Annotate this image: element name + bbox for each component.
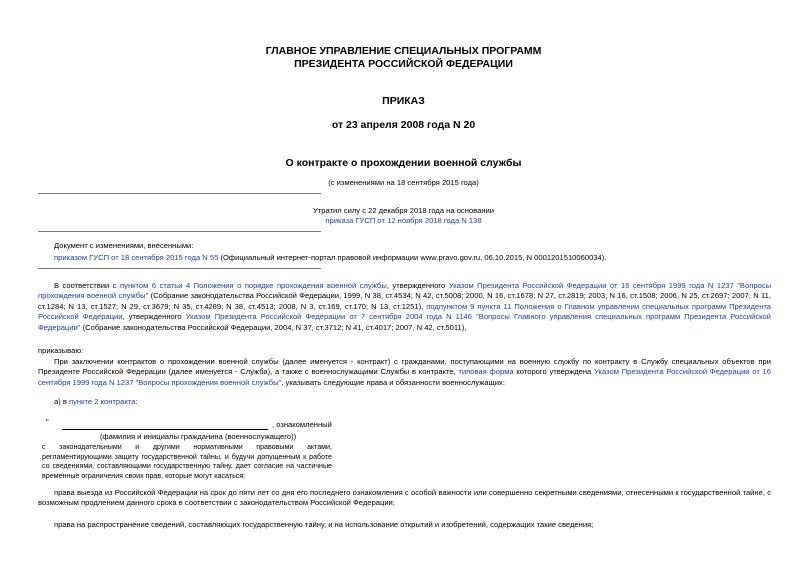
changes-source: (Официальный интернет-портал правовой информации www.pravo.gov.ru, 06.10.2015, N 0001201510060034).: [218, 253, 607, 262]
preamble-paragraph: [38, 281, 771, 333]
form-caption: (фамилия и инициалы гражданина (военнослужащего)): [99, 432, 297, 441]
doc-date: от 23 апреля 2008 года N 20: [331, 119, 476, 131]
changes-label: Документ с изменениями, внесенными:: [54, 241, 194, 250]
contract-clause-link[interactable]: пункте 2 контракта: [69, 397, 136, 406]
name-fill-line: [62, 429, 268, 430]
preamble-text: (Собрание законодательства Российской Федерации, 1999, N 38, ст.4534; N 42, ст.5008; 2000, N 16, ст.1678; N 27, ст.2819; 2003, N 16, ст.1508; 2006, N 25, ст.2697; 2007, N 11, ст.1284; N 13, ст.1527; N 29, ст.3679; N 35, ст.4289; N 38, ст.4513; 2008, N 3, ст.169, ст.170; N 13, ст.1251),: [38, 291, 771, 311]
preamble-text: , утвержденного: [386, 281, 449, 290]
form-acquainted: , ознакомленный: [272, 420, 332, 429]
provision-link[interactable]: пунктом 6 статьи 4 Положения о порядке прохождения военной службы: [120, 281, 387, 290]
repeal-order-link[interactable]: приказа ГУСП от 12 ноября 2018 года N 138: [325, 216, 482, 225]
status-link[interactable]: [0, 216, 807, 226]
item-a-suffix: :: [135, 397, 138, 406]
regulation-link[interactable]: подпунктом 9 пункта 11 Положения о Главном управлении специальных программ Президента Российской Федерации: [38, 301, 771, 322]
main-text: При заключении контрактов о прохождении военной службы (далее именуется - контракт) с гражданами, поступающими на военную службу по контракту в Службу специальных объектов при Президенте Российской Федерации (далее именуется - Служба), а также с военнослужащими Службы в контракте,: [38, 357, 771, 377]
right-item-1: права выезда из Российской Федерации на срок до пяти лет со дня его последнего ознакомления с особой важности или совершенно секретными сведениями, отнесенными к государственной тайне, с возможным продлением данного срока в соответствии с законодательством Российской Федерации;: [38, 488, 771, 508]
decree-1237-link[interactable]: Указом Президента Российской Федерации от 16 сентября 1999 года N 1237 "Вопросы прохождения военной службы": [38, 281, 772, 301]
org-name-line1: ГЛАВНОЕ УПРАВЛЕНИЕ СПЕЦИАЛЬНЫХ ПРОГРАММ: [265, 45, 542, 57]
order-word: приказываю:: [38, 346, 84, 355]
item-a: [54, 397, 137, 407]
doc-title: О контракте о прохождении военной службы: [285, 157, 522, 169]
form-body: с законодательными и другими нормативными правовыми актами, регламентирующими защиту государственной тайны, и будучи допущенным к работе со сведениями, составляющими государственную тайну, дает согласие на частичные временные ограничения своих прав, которые могут касаться:: [42, 443, 332, 480]
preamble-text: , утвержденного: [122, 312, 186, 322]
main-paragraph: [38, 357, 771, 388]
decree-1146-link[interactable]: Указом Президента Российской Федерации от 7 сентября 2004 года N 1146 "Вопросы Главного управления специальных программ Президента Российской Федерации": [38, 312, 772, 332]
preamble-text: (Собрание законодательства Российской Федерации, 2004, N 37, ст.3712; N 41, ст.4017; 2007, N 42, ст.5011),: [80, 322, 467, 332]
form-quote-mark: ": [46, 417, 49, 426]
decree-1237-link-2[interactable]: Указом Президента Российской Федерации от 16 сентября 1999 года N 1237 "Вопросы прохождения военной службы": [38, 367, 771, 387]
divider: [38, 231, 321, 232]
org-name-line2: ПРЕЗИДЕНТА РОССИЙСКОЙ ФЕДЕРАЦИИ: [294, 58, 513, 70]
preamble-text: В соответствии с: [54, 281, 121, 290]
right-item-2: права на распространение сведений, составляющих государственную тайну, и на использование открытий и изобретений, содержащих такие сведения;: [54, 520, 594, 529]
standard-form-link[interactable]: типовая форма: [458, 367, 514, 377]
doc-type: ПРИКАЗ: [382, 95, 425, 107]
status-text: Утратил силу с 22 декабря 2018 года на основании: [313, 206, 494, 215]
revision-note: (с изменениями на 18 сентября 2015 года): [328, 178, 479, 187]
main-text: которого утверждена: [513, 367, 595, 377]
changes-line: [54, 253, 774, 263]
amending-order-link[interactable]: приказом ГУСП от 18 сентября 2015 года N 55: [54, 253, 219, 262]
divider: [38, 193, 321, 194]
item-a-prefix: а) в: [54, 397, 70, 406]
main-text: , указывать следующие права и обязанности военнослужащих:: [281, 377, 505, 387]
divider: [38, 268, 321, 269]
